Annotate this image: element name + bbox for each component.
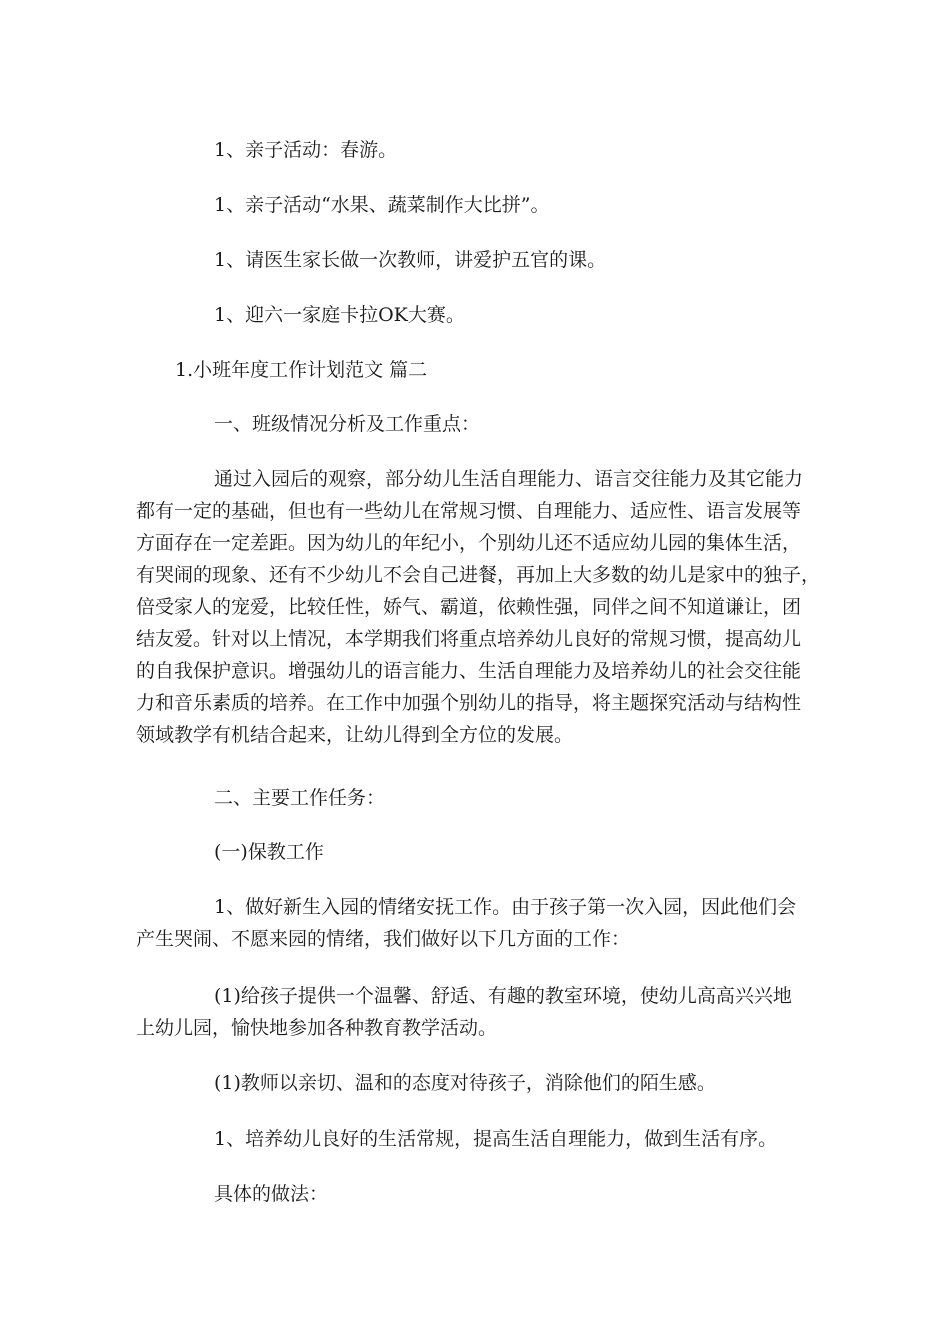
item-karaoke: 1、迎六一家庭卡拉OK大赛。 <box>214 304 465 326</box>
heading-two: 二、主要工作任务： <box>214 787 386 809</box>
paragraph-line: 力和音乐素质的培养。在工作中加强个别幼儿的指导，将主题探究活动与结构性 <box>136 692 802 714</box>
paragraph-line: 上幼儿园，愉快地参加各种教育教学活动。 <box>136 1017 498 1039</box>
paragraph-line: 通过入园后的观察，部分幼儿生活自理能力、语言交往能力及其它能力 <box>214 468 804 490</box>
paragraph-line: 1、做好新生入园的情绪安抚工作。由于孩子第一次入园，因此他们会 <box>214 896 797 918</box>
methods-line: 具体的做法： <box>214 1183 329 1205</box>
paragraph-line: 结友爱。针对以上情况，本学期我们将重点培养幼儿良好的常规习惯，提高幼儿 <box>136 628 802 650</box>
analysis-paragraph <box>136 463 836 751</box>
paragraph-line: 倍受家人的宠爱，比较任性，娇气、霸道，依赖性强，同伴之间不知道谦让，团 <box>136 596 802 618</box>
sub-heading: (一)保教工作 <box>214 841 324 863</box>
paragraph-line: 方面存在一定差距。因为幼儿的年纪小，个别幼儿还不适应幼儿园的集体生活， <box>136 532 802 554</box>
task1b-line: (1)教师以亲切、温和的态度对待孩子，消除他们的陌生感。 <box>214 1072 716 1094</box>
paragraph-line: 有哭闹的现象、还有不少幼儿不会自己进餐，再加上大多数的幼儿是家中的独子， <box>136 564 821 586</box>
paragraph-line: 产生哭闹、不愿来园的情绪，我们做好以下几方面的工作： <box>136 928 631 950</box>
paragraph-line: 的自我保护意识。增强幼儿的语言能力、生活自理能力及培养幼儿的社会交往能 <box>136 660 802 682</box>
task2-line: 1、培养幼儿良好的生活常规，提高生活自理能力，做到生活有序。 <box>214 1128 778 1150</box>
heading-one: 一、班级情况分析及工作重点： <box>214 413 481 435</box>
item-fruit-contest: 1、亲子活动“水果、蔬菜制作大比拼”。 <box>214 194 550 216</box>
section-title: 1.小班年度工作计划范文 篇二 <box>175 359 428 381</box>
paragraph-line: 领域教学有机结合起来，让幼儿得到全方位的发展。 <box>136 724 574 746</box>
task1-paragraph <box>136 891 836 955</box>
paragraph-line: (1)给孩子提供一个温馨、舒适、有趣的教室环境，使幼儿高高兴兴地 <box>214 985 792 1007</box>
item-spring-outing: 1、亲子活动：春游。 <box>214 139 398 161</box>
task1a-paragraph <box>136 980 836 1044</box>
paragraph-line: 都有一定的基础，但也有一些幼儿在常规习惯、自理能力、适应性、语言发展等 <box>136 500 802 522</box>
item-doctor-parent: 1、请医生家长做一次教师，讲爱护五官的课。 <box>214 249 607 271</box>
